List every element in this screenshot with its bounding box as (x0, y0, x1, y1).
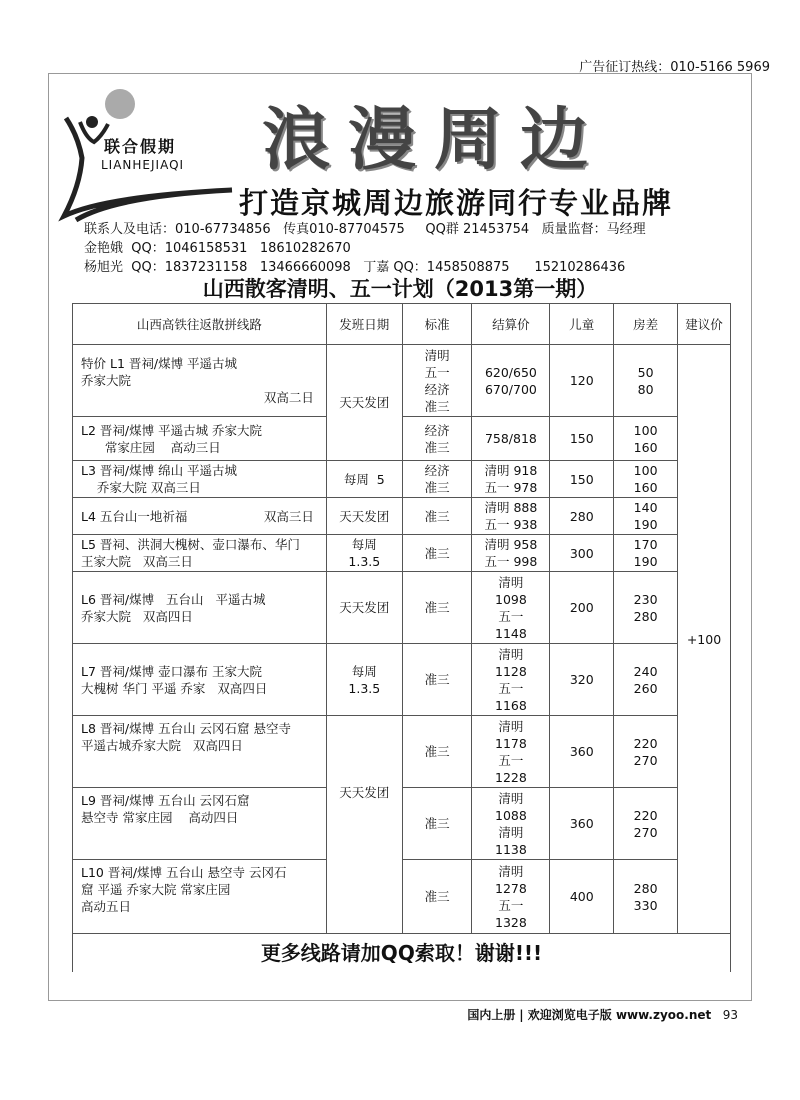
brand-title: 浪漫周边 (262, 101, 607, 180)
route-table (72, 303, 731, 972)
logo-cn: 联合假期 (104, 137, 177, 156)
table-row (73, 461, 731, 498)
suggest-cell: +100 (678, 345, 731, 934)
table-row (73, 788, 731, 860)
table-row (73, 535, 731, 572)
route-cell: L10 晋祠/煤博 五台山 悬空寺 云冈石 窟 平遥 乔家大院 常家庄园 高动五日 (73, 860, 327, 934)
child-cell: 150 (550, 417, 614, 461)
ad-hotline: 广告征订热线：010-5166 5969 (579, 60, 770, 75)
footer-note: 更多线路请加QQ索取！谢谢!!! (73, 934, 731, 973)
room-cell: 140 190 (614, 498, 678, 535)
price-cell: 清明 888 五一 938 (472, 498, 550, 535)
contact-line-1: 联系人及电话：010-67734856 传真010-87704575 QQ群 21453754 质量监督：马经理 (84, 222, 646, 237)
route-cell: L2 晋祠/煤博 平遥古城 乔家大院 常家庄园 高动三日 (73, 417, 327, 461)
child-cell: 400 (550, 860, 614, 934)
price-cell: 清明 918 五一 978 (472, 461, 550, 498)
price-cell: 清明 1128 五一 1168 (472, 644, 550, 716)
table-row (73, 572, 731, 644)
slogan: 打造京城周边旅游同行专业品牌 (239, 186, 674, 220)
room-cell: 230 280 (614, 572, 678, 644)
logo-en: LIANHEJIAQI (101, 158, 185, 172)
std-cell: 经济 准三 (402, 461, 472, 498)
date-cell: 每周 1.3.5 (326, 535, 402, 572)
child-cell: 200 (550, 572, 614, 644)
route-cell: L6 晋祠/煤博 五台山 平遥古城 乔家大院 双高四日 (73, 572, 327, 644)
std-cell: 准三 (402, 788, 472, 860)
price-cell: 清明 1098 五一 1148 (472, 572, 550, 644)
child-cell: 150 (550, 461, 614, 498)
table-row (73, 644, 731, 716)
header-cell: 建议价 (678, 304, 731, 345)
std-cell: 经济 准三 (402, 417, 472, 461)
header-cell: 发班日期 (326, 304, 402, 345)
child-cell: 320 (550, 644, 614, 716)
child-cell: 120 (550, 345, 614, 417)
room-cell: 220 270 (614, 716, 678, 788)
room-cell: 100 160 (614, 461, 678, 498)
header-cell: 山西高铁往返散拼线路 (73, 304, 327, 345)
price-cell: 620/650 670/700 (472, 345, 550, 417)
std-cell: 准三 (402, 498, 472, 535)
header-cell: 房差 (614, 304, 678, 345)
std-cell: 准三 (402, 716, 472, 788)
std-cell: 准三 (402, 535, 472, 572)
std-cell: 准三 (402, 860, 472, 934)
table-row (73, 498, 731, 535)
room-cell: 220 270 (614, 788, 678, 860)
page-footer: 国内上册 | 欢迎浏览电子版 www.zyoo.net 93 (467, 1008, 738, 1022)
volume-label: 国内上册 (467, 1008, 516, 1022)
header-cell: 儿童 (550, 304, 614, 345)
contact-line-2: 金艳娥 QQ：1046158531 18610282670 (84, 241, 351, 256)
route-cell: L9 晋祠/煤博 五台山 云冈石窟 悬空寺 常家庄园 高动四日 (73, 788, 327, 860)
price-cell: 清明 958 五一 998 (472, 535, 550, 572)
date-cell: 天天发团 (326, 716, 402, 934)
price-cell: 758/818 (472, 417, 550, 461)
price-cell: 清明 1178 五一 1228 (472, 716, 550, 788)
child-cell: 360 (550, 788, 614, 860)
plan-title: 山西散客清明、五一计划（2013第一期） (202, 277, 598, 301)
room-cell: 280 330 (614, 860, 678, 934)
room-cell: 100 160 (614, 417, 678, 461)
child-cell: 360 (550, 716, 614, 788)
route-cell: L4 五台山一地祈福 双高三日 (73, 498, 327, 535)
footer-row (73, 934, 731, 973)
page-number: 93 (722, 1008, 738, 1022)
header-cell: 结算价 (472, 304, 550, 345)
room-cell: 50 80 (614, 345, 678, 417)
table-header (73, 304, 731, 345)
std-cell: 准三 (402, 644, 472, 716)
table-row (73, 417, 731, 461)
table-row (73, 345, 731, 417)
date-cell: 每周 1.3.5 (326, 644, 402, 716)
std-cell: 准三 (402, 572, 472, 644)
route-cell: L5 晋祠、洪洞大槐树、壶口瀑布、华门 王家大院 双高三日 (73, 535, 327, 572)
header-cell: 标准 (402, 304, 472, 345)
price-cell: 清明 1278 五一 1328 (472, 860, 550, 934)
std-cell: 清明 五一 经济 准三 (402, 345, 472, 417)
route-cell: L7 晋祠/煤博 壶口瀑布 王家大院 大槐树 华门 平遥 乔家 双高四日 (73, 644, 327, 716)
route-cell: L3 晋祠/煤博 绵山 平遥古城 乔家大院 双高三日 (73, 461, 327, 498)
route-cell: 特价 L1 晋祠/煤博 平遥古城 乔家大院 双高二日 (73, 345, 327, 417)
site-label: 欢迎浏览电子版 www.zyoo.net (527, 1008, 712, 1022)
date-cell: 天天发团 (326, 345, 402, 461)
table-row (73, 716, 731, 788)
child-cell: 280 (550, 498, 614, 535)
contact-line-3: 杨旭光 QQ：1837231158 13466660098 丁嘉 QQ：1458508875 15210286436 (84, 260, 626, 275)
table-row (73, 860, 731, 934)
room-cell: 240 260 (614, 644, 678, 716)
date-cell: 每周 5 (326, 461, 402, 498)
child-cell: 300 (550, 535, 614, 572)
route-cell: L8 晋祠/煤博 五台山 云冈石窟 悬空寺 平遥古城乔家大院 双高四日 (73, 716, 327, 788)
date-cell: 天天发团 (326, 572, 402, 644)
date-cell: 天天发团 (326, 498, 402, 535)
price-cell: 清明 1088 清明 1138 (472, 788, 550, 860)
room-cell: 170 190 (614, 535, 678, 572)
